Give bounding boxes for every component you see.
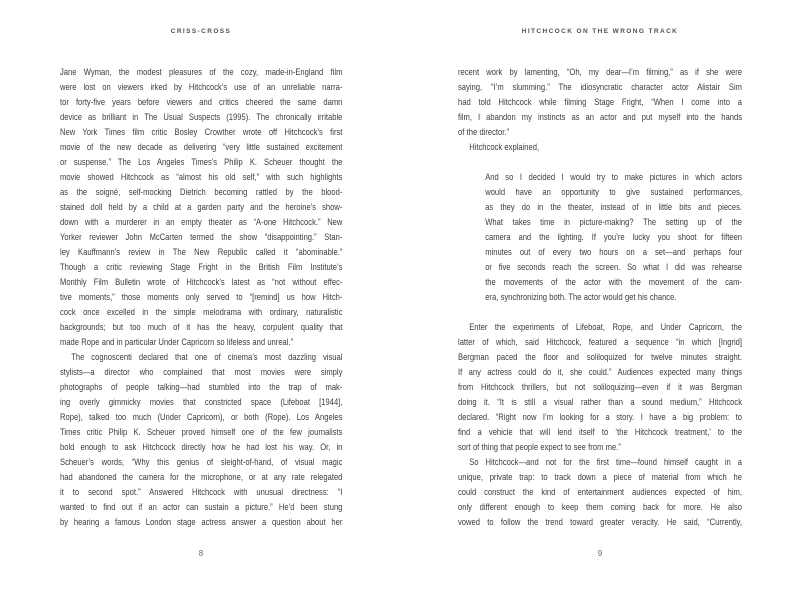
text-line: cock once excelled in the simple melodrama with ordinary, naturalistic [60,307,343,318]
text-line: camera and the lighting. If you’re lucky you shoot for fifteen [485,232,742,243]
text-line: the movements of the actor with the movement of the cam- [485,277,742,288]
text-line: stained doll held by a child at a garden party and the heroine’s show- [60,202,343,213]
text-line: stylists—a director who complained that most movies were simply [60,367,343,378]
text-line: Yorker reviewer John McCarten termed the show “disappointing.” Stan- [60,232,343,243]
text-line: Times critic Philip K. Scheuer proved himself one of the few journalists [60,427,343,438]
text-line: Scheuer’s words, “Why this genius of sleight-of-hand, of visual magic [60,457,343,468]
text-line: made Rope and in particular Under Capricorn so lifeless and unreal.” [60,337,294,348]
text-line: would have an opportunity to give sustained performances, [485,187,742,198]
paragraph [458,140,742,155]
block-quote [485,170,742,305]
text-line: from Hitchcock thrillers, but not soliloquizing—even if it was Bergman [458,382,742,393]
text-line: And so I decided I would try to make pictures in which actors [485,172,742,183]
text-line: saying, “I’m slumming.” The idiosyncratic character actor Alistair Sim [458,82,742,93]
running-head-left: CRISS-CROSS [170,28,232,35]
text-line: or suspense.” The Los Angeles Times’s Philip K. Scheuer thought the [60,157,343,168]
text-line: recent work by lamenting, “Oh, my dear—I’m filming,” as if she were [458,67,742,78]
text-line: tor forty-five years before viewers and critics cheered the same damn [60,97,343,108]
text-line: by hearing a famous London stage actress answer a question about her [60,517,343,528]
text-line: unique, private trap: to track down a piece of material from which he [458,472,742,483]
text-line: What takes time in picture-making? The setting up of the [485,217,742,228]
text-line: were lost on viewers irked by Hitchcock’s use of an unreliable narra- [60,82,343,93]
text-line: declared. “Right now I’m looking for a story. I have a big problem: to [458,412,742,423]
text-line: latter of which, said Hitchcock, featured a sequence “in which [Ingrid] [458,337,742,348]
text-line: tive moments,” those moments only served to “[remind] us how Hitch- [60,292,343,303]
text-line: ley Kauffmann’s review in The New Republic called it “abominable.” [60,247,343,258]
page-body-left [60,65,342,530]
text-line: movie showed Hitchcock as “almost his old self,” with such highlights [60,172,343,183]
paragraph [458,455,742,530]
text-line: If any actress could do it, she could.” Audiences expected many things [458,367,742,378]
text-line: Bergman paced the floor and soliloquized for twelve minutes straight. [458,352,742,363]
text-line: Enter the experiments of Lifeboat, Rope, and Under Capricorn, the [469,322,742,333]
text-line: So Hitchcock—and not for the first time—found himself caught in a [469,457,742,468]
text-line: The cognoscenti declared that one of cinema’s most dazzling visual [71,352,343,363]
text-line: wanted to find out if an actor can sustain a picture.” He’d been stung [60,502,343,513]
page-number-left: 8 [198,549,204,558]
text-line: backgrounds; but too much of it has the heavy, corpulent quality that [60,322,343,333]
paragraph [458,65,742,140]
text-line: Hitchcock explained, [469,142,540,153]
page-body-right [458,65,742,530]
text-line: film, I abandon my instincts as an actor and put myself into the hands [458,112,742,123]
text-line: device as brilliant in The Usual Suspects (1995). The chronically irritable [60,112,343,123]
text-line: photographs of people talking—had stumbled into the trap of mak- [60,382,343,393]
paragraph [458,320,742,455]
page-number-right: 9 [597,549,603,558]
text-line: as the soigné, self-mocking Dietrich becoming rattled by the blood- [60,187,343,198]
text-line: minutes out of every two hours on a set—and perhaps four [485,247,742,258]
text-line: only different enough to keep them coming back for more. He also [458,502,742,513]
text-line: had told Hitchcock while filming Stage Fright, “When I come into a [458,97,742,108]
text-line: Though a critic reviewing Stage Fright in the British Film Institute’s [60,262,343,273]
text-line: down with a murderer in an empty theater as “A-one Hitchcock.” New [60,217,343,228]
text-line: find a vehicle that will lend itself to ‘the Hitchcock treatment,’ to the [458,427,742,438]
text-line: vowed to follow the trend toward greater veracity. He said, “Currently, [458,517,742,528]
text-line: Rope), talked too much (Under Capricorn), or both (Rope). Los Angeles [60,412,343,423]
text-line: or five seconds reach the screen. So what I did was rehearse [485,262,742,273]
text-line: could construct the kind of entertainment audiences expected of him, [458,487,742,498]
text-line: Monthly Film Bulletin wrote of Hitchcock’s latest as “not without effec- [60,277,343,288]
text-line: had abandoned the camera for the microphone, or at any rate relegated [60,472,343,483]
text-line: New York Times film critic Bosley Crowther wrote off Hitchcock’s first [60,127,343,138]
running-head-right: HITCHCOCK ON THE WRONG TRACK [521,28,679,35]
paragraph [60,65,342,350]
text-line: Jane Wyman, the modest pleasures of the cozy, made-in-England film [60,67,343,78]
text-line: doing it. “It is still a visual rather than a sound medium,” Hitchcock [458,397,742,408]
text-line: era, synchronizing both. The actor would get his chance. [485,292,677,303]
text-line: as they do in the theater, instead of in little bits and pieces. [485,202,742,213]
text-line: movie of the new decade as delivering “very little sustained excitement [60,142,343,153]
text-line: bold enough to ask Hitchcock directly how he had lost his way. Or, in [60,442,343,453]
text-line: sort of thing that people expect to see from me.” [458,442,621,453]
text-line: ing overly gimmicky movies that constricted space (Lifeboat [1944], [60,397,343,408]
text-line: of the director.” [458,127,510,138]
paragraph [60,350,342,530]
text-line: it to second spot.” Answered Hitchcock with unusual directness: “I [60,487,343,498]
